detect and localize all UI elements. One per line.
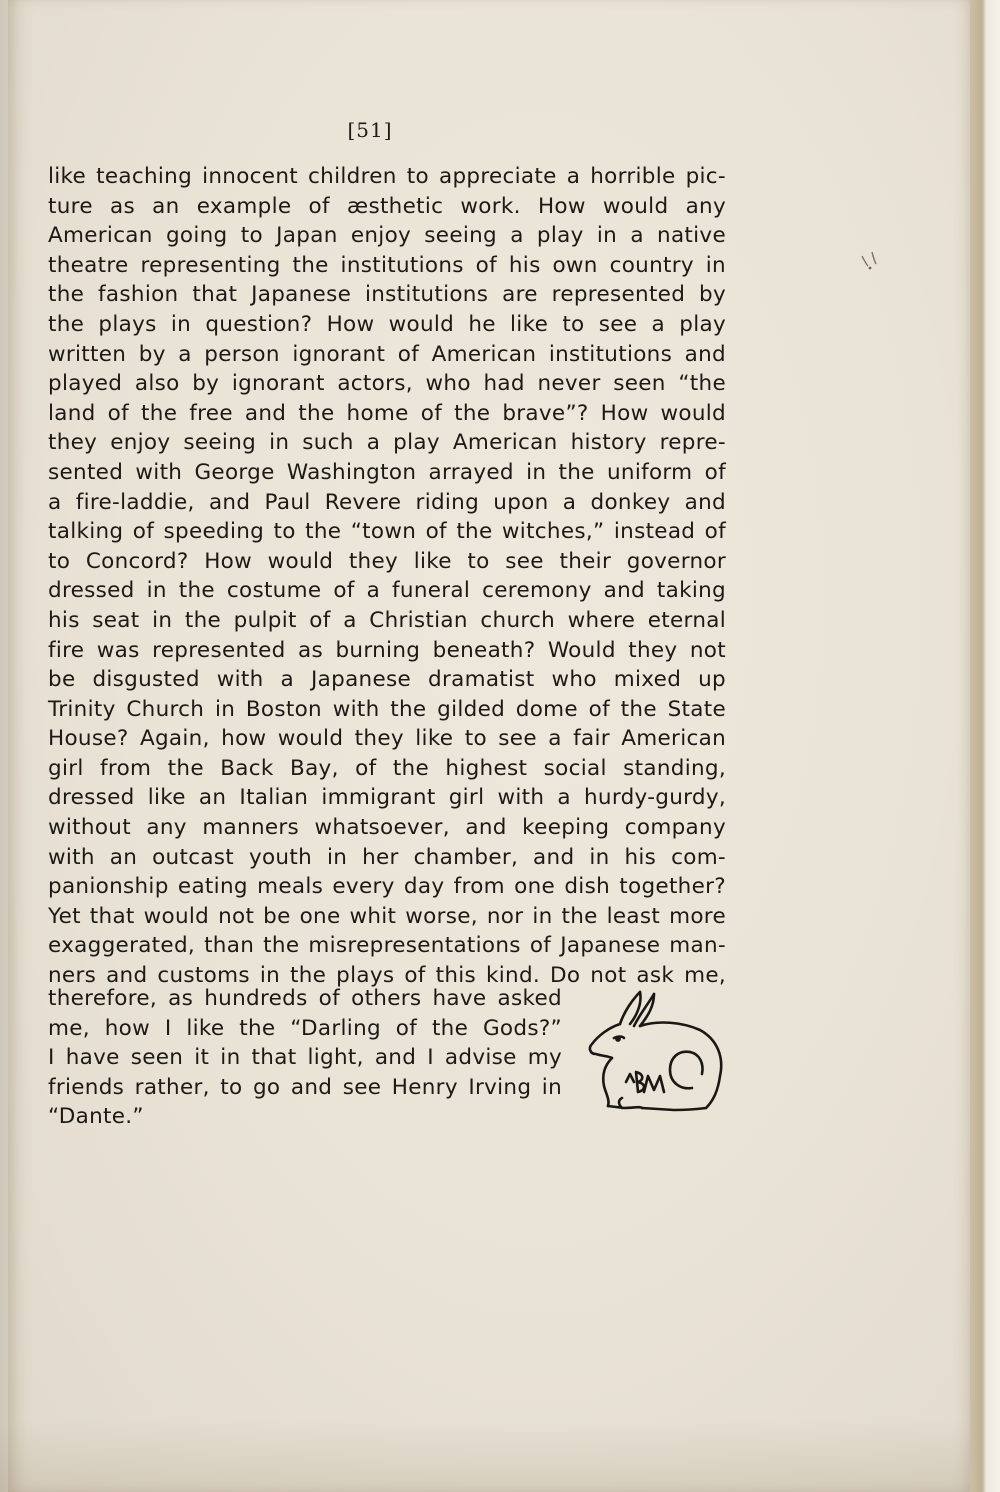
text-line: talking of speeding to the “town of the witches,” instead of — [48, 519, 726, 545]
text-line: me, how I like the “Darling of the Gods?” — [48, 1015, 562, 1041]
text-line: sented with George Washington arrayed in the uniform of — [48, 459, 726, 485]
text-line: exaggerated, than the misrepresentations of Japanese man- — [48, 933, 726, 959]
text-line: dressed in the costume of a funeral ceremony and taking — [48, 578, 726, 604]
page-number: [51] — [347, 118, 393, 142]
text-line: a fire-laddie, and Paul Revere riding upon a donkey and — [48, 489, 726, 515]
body-text — [48, 162, 726, 991]
text-line: girl from the Back Bay, of the highest social standing, — [48, 755, 726, 781]
text-line: I have seen it in that light, and I advise my — [48, 1045, 562, 1071]
text-line: “Dante.” — [48, 1104, 144, 1130]
page-edge — [970, 0, 1000, 1492]
rabbit-icon — [578, 986, 728, 1120]
text-line: the plays in question? How would he like to see a play — [48, 311, 726, 337]
text-line: ners and customs in the plays of this kind. Do not ask me, — [48, 963, 726, 989]
text-line: theatre representing the institutions of his own country in — [48, 252, 726, 278]
text-line: Yet that would not be one whit worse, nor in the least more — [48, 903, 726, 929]
text-line: panionship eating meals every day from one dish together? — [48, 874, 726, 900]
text-line: ture as an example of æsthetic work. How would any — [48, 193, 726, 219]
text-line: like teaching innocent children to appreciate a horrible pic- — [48, 164, 726, 189]
text-line: the fashion that Japanese institutions are represented by — [48, 282, 726, 308]
text-line: be disgusted with a Japanese dramatist who mixed up — [48, 667, 726, 693]
text-line: dressed like an Italian immigrant girl with a hurdy-gurdy, — [48, 785, 726, 811]
closing-paragraph — [48, 984, 562, 1132]
text-line: Trinity Church in Boston with the gilded dome of the State — [48, 696, 726, 722]
text-line: without any manners whatsoever, and keeping company — [48, 815, 726, 841]
text-line: written by a person ignorant of American institutions and — [48, 341, 726, 367]
text-line: land of the free and the home of the brave”? How would — [48, 400, 726, 426]
text-line: they enjoy seeing in such a play American history repre- — [48, 430, 726, 456]
text-line: with an outcast youth in her chamber, and in his com- — [48, 844, 726, 870]
text-line: friends rather, to go and see Henry Irving in — [48, 1074, 562, 1100]
text-line: his seat in the pulpit of a Christian church where eternal — [48, 607, 726, 633]
paper-blemish — [858, 248, 880, 272]
text-line: House? Again, how would they like to see a fair American — [48, 726, 726, 752]
text-line: fire was represented as burning beneath? Would they not — [48, 637, 726, 663]
text-line: therefore, as hundreds of others have asked — [48, 986, 562, 1011]
text-line: American going to Japan enjoy seeing a play in a native — [48, 223, 726, 249]
text-line: played also by ignorant actors, who had never seen “the — [48, 371, 726, 397]
page-shadow — [0, 1420, 970, 1492]
text-line: to Concord? How would they like to see their governor — [48, 548, 726, 574]
